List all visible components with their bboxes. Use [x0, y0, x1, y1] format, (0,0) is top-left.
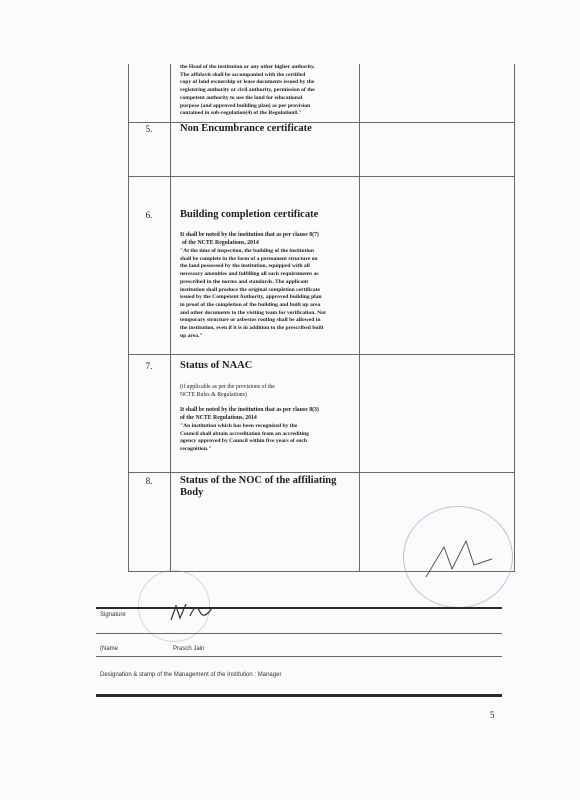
- row-number-8: 8.: [145, 476, 153, 486]
- text-line: registering authority or civil authority, permission of the: [180, 87, 315, 94]
- text-line: The affidavit shall be accompanied with the certified: [180, 71, 306, 78]
- text-line: purpose (and approved building plan) as per provision: [180, 102, 311, 109]
- text-line: the Head of the institution or any other higher authority.: [180, 64, 315, 70]
- text-line: shall be complete in the form of a permanent structure on: [180, 255, 318, 262]
- text-line: the institution, even if it is in addition to the prescribed built: [180, 325, 324, 332]
- text-line: recognition.": [180, 446, 212, 453]
- text-line: Status of the NOC of the affiliating: [180, 475, 337, 486]
- text-line: prescribed in the norms and standards. The applicant: [180, 278, 309, 285]
- text-line: of the NCTE Regulations, 2014: [182, 239, 259, 246]
- text-line: the land possessed by the institution, equipped with all: [180, 263, 310, 270]
- text-line: contained in sub-regulation(4) of the Regulation8.": [180, 110, 302, 117]
- text-line: up area.": [180, 332, 203, 339]
- text-line: Body: [180, 487, 204, 498]
- text-line: necessary amenities and fulfilling all such requirements as: [180, 271, 319, 278]
- row-number-7: 7.: [145, 361, 153, 371]
- row-6-note: [180, 232, 408, 247]
- page-number: 5: [490, 710, 495, 720]
- signature-label: Signature: [100, 612, 126, 618]
- row-7-applicability: [180, 384, 408, 399]
- text-line: temporary structure or asbestos roofing shall be allowed in: [180, 317, 321, 324]
- requirements-table: [128, 64, 515, 572]
- name-value: Prasch Jain: [173, 646, 205, 652]
- continued-requirement-text: [180, 64, 408, 118]
- row-title-5: Non Encumbrance certificate: [180, 123, 312, 134]
- text-line: issued by the Competent Authority, approved building plan: [180, 294, 322, 301]
- text-line: It shall be noted by the institution that as per clause 8(3): [180, 407, 319, 413]
- footer-rule: [96, 694, 502, 697]
- signature-top-rule: [96, 607, 502, 609]
- name-label: (Name: [100, 646, 119, 652]
- text-line: institution shall produce the original completion certificate: [180, 286, 321, 293]
- row-title-6: Building completion certificate: [180, 209, 319, 220]
- institution-stamp: [403, 506, 513, 608]
- row-number-5: 5.: [145, 124, 153, 134]
- text-line: competent authority to use the land for educational: [180, 94, 303, 101]
- text-line: (if applicable as per the provisions of the: [180, 384, 275, 390]
- stamp-signature-mark: [404, 507, 512, 607]
- row-7-note: [180, 407, 408, 422]
- row-title-7: Status of NAAC: [180, 360, 253, 371]
- text-line: "At the time of inspection, the building of the institution: [180, 248, 314, 254]
- text-line: NCTE Rules & Regulations): [180, 391, 247, 398]
- text-line: in proof of the completion of the building and built up area: [180, 301, 321, 308]
- signature-scribble: [168, 598, 218, 628]
- row-6-quote: [180, 248, 408, 340]
- text-line: Council shall obtain accreditation from an accrediting: [180, 430, 309, 437]
- designation-label: Designation & stamp of the Management of the Institution : Manager: [100, 672, 282, 678]
- row-7-quote: [180, 423, 408, 454]
- text-line: and other documents to the visiting team for verification. Not: [180, 309, 326, 316]
- text-line: "An institution which has been recognized by the: [180, 423, 298, 429]
- text-line: It shall be noted by the institution that as per clause 8(7): [180, 232, 319, 238]
- signature-rule: [96, 633, 502, 634]
- text-line: copy of land ownership or lease documents issued by the: [180, 79, 315, 86]
- row-title-8: [180, 475, 408, 499]
- name-rule: [96, 656, 502, 657]
- text-line: agency approved by Council within five years of such: [180, 438, 308, 445]
- row-number-6: 6.: [145, 210, 153, 220]
- text-line: of the NCTE Regulations, 2014: [180, 414, 257, 421]
